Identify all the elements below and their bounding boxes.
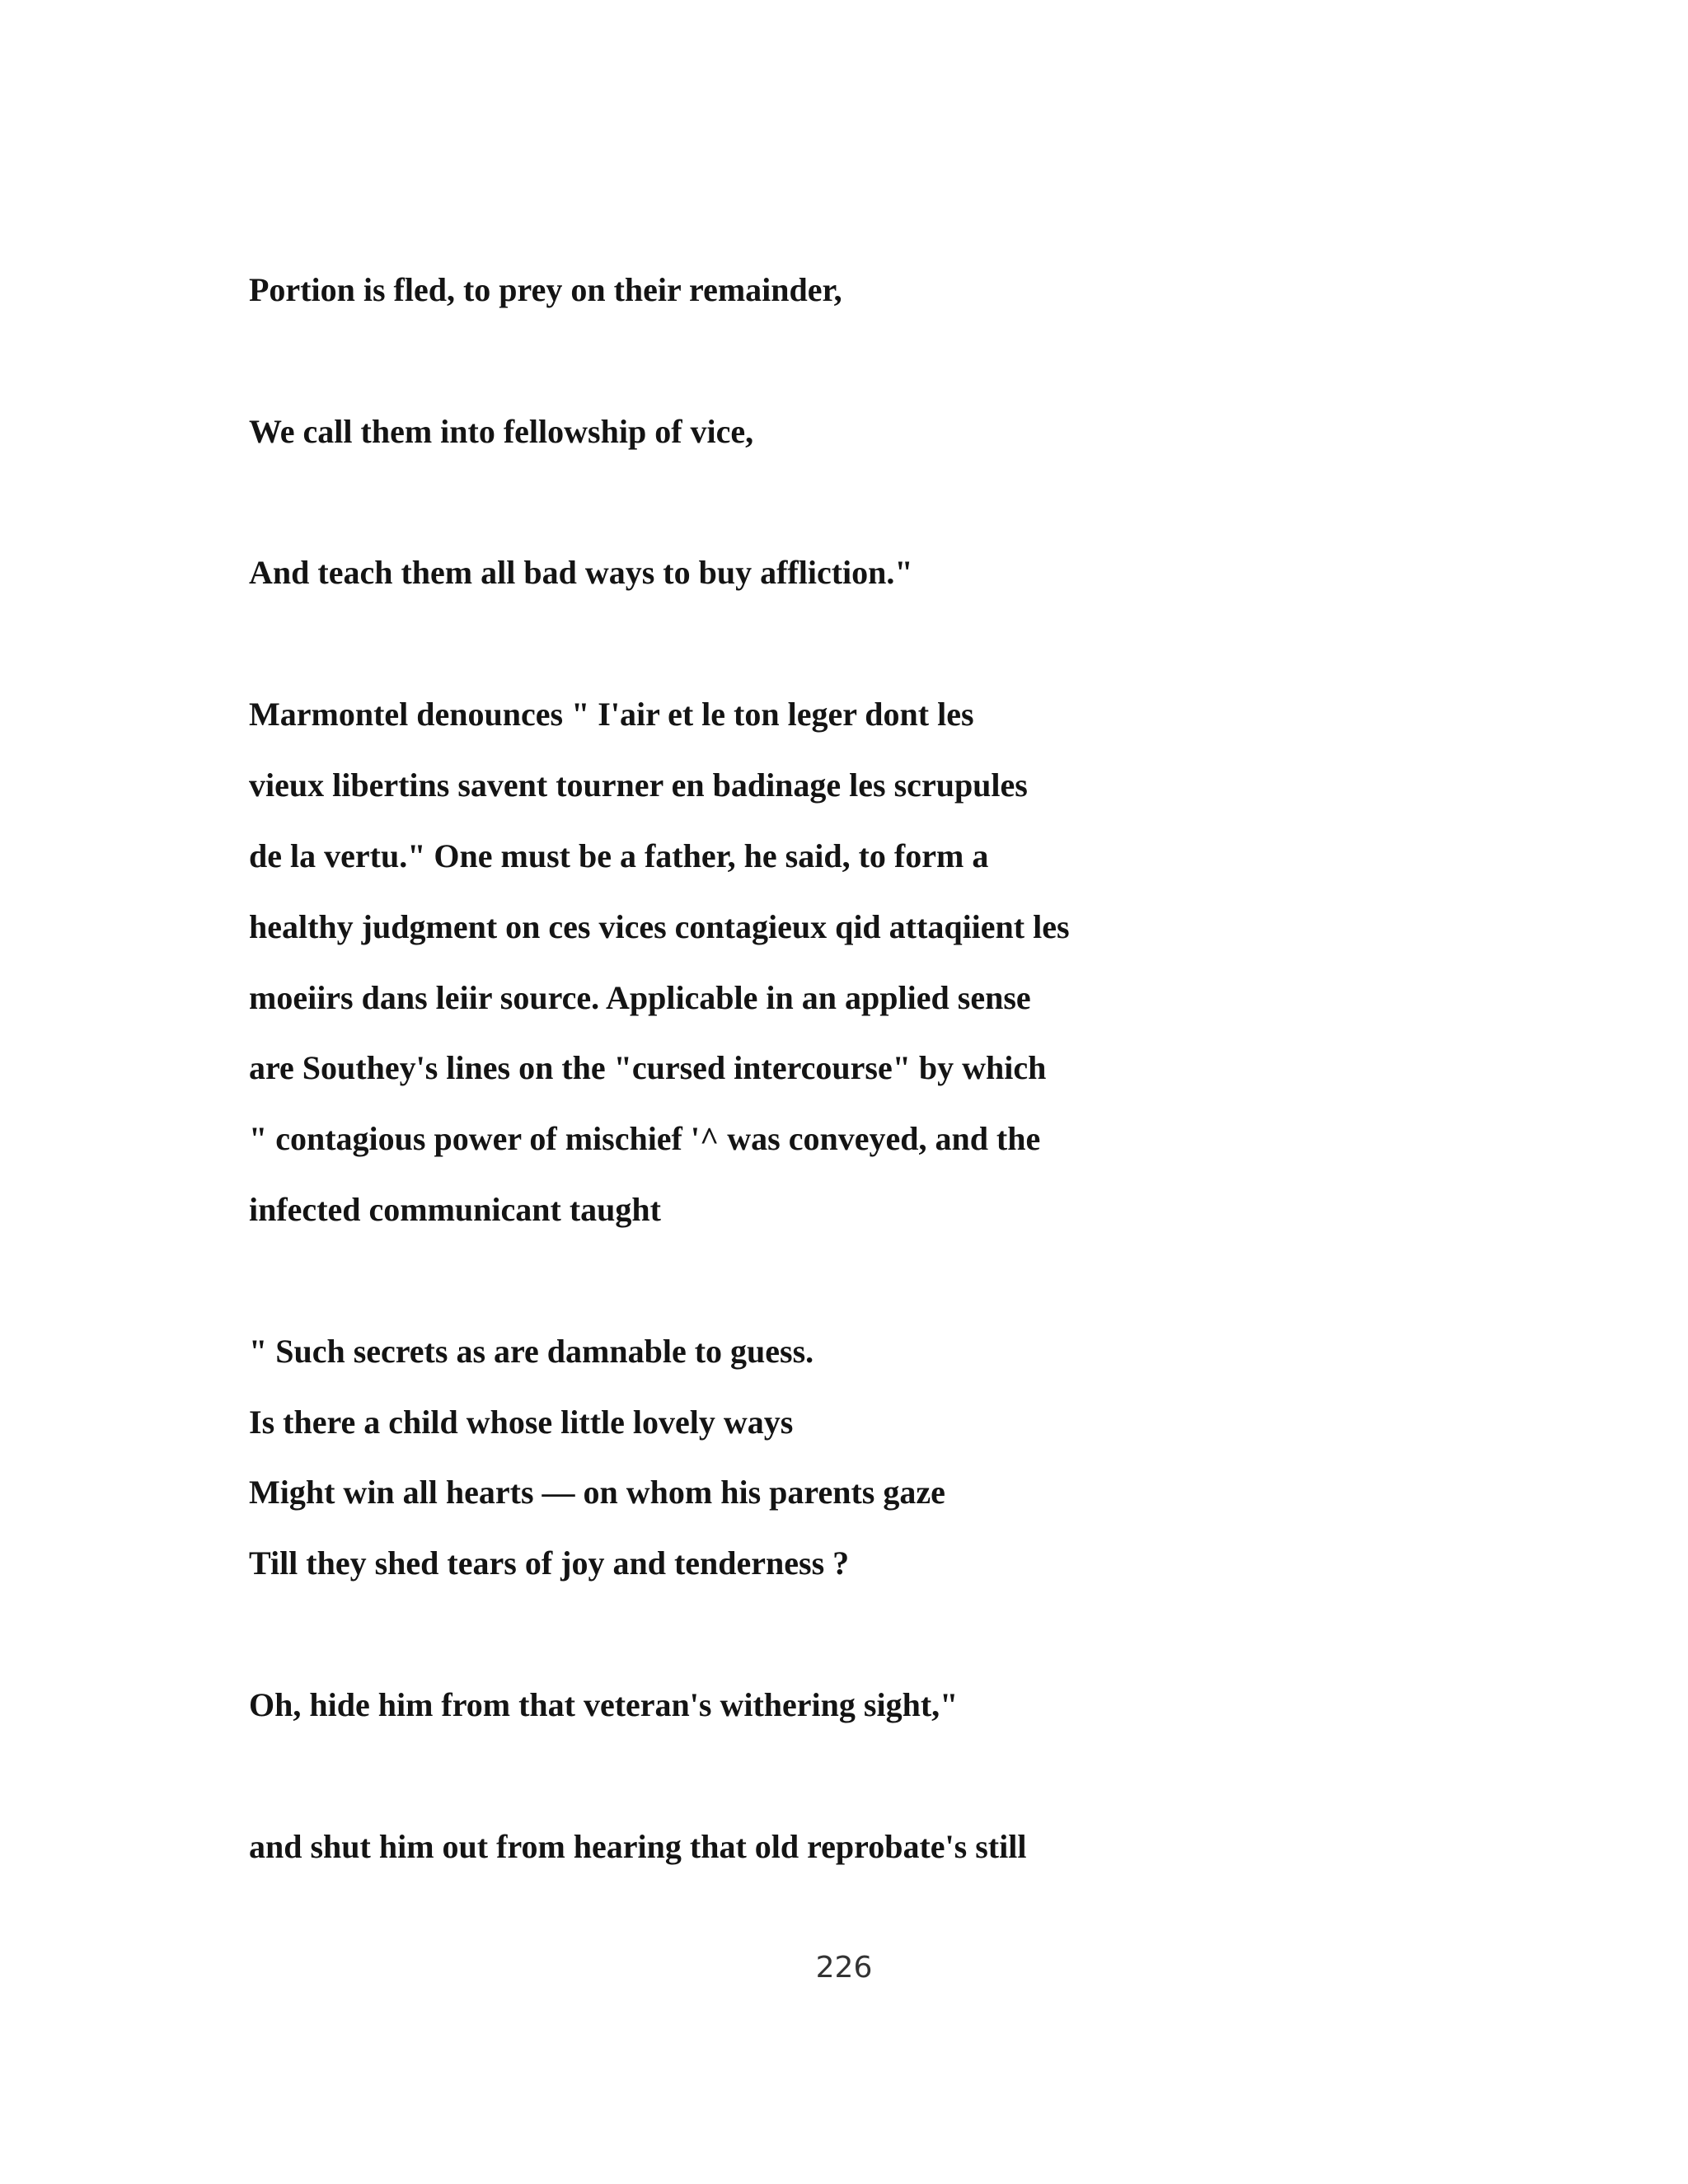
page-number: 226 (815, 1951, 873, 1985)
text-line: vieux libertins savent tourner en badinage les scrupules (249, 766, 1028, 804)
text-line: infected communicant taught (249, 1191, 661, 1228)
text-line: " Such secrets as are damnable to guess. (249, 1333, 814, 1370)
text-line: Marmontel denounces " I'air et le ton leger dont les (249, 696, 974, 733)
text-line: are Southey's lines on the "cursed intercourse" by which (249, 1049, 1047, 1086)
text-line: Portion is fled, to prey on their remainder, (249, 271, 842, 308)
text-line: We call them into fellowship of vice, (249, 413, 754, 450)
text-line: and shut him out from hearing that old reprobate's still (249, 1828, 1027, 1865)
text-line: Till they shed tears of joy and tenderness ? (249, 1544, 850, 1582)
text-line: Oh, hide him from that veteran's withering sight," (249, 1686, 959, 1723)
text-line: healthy judgment on ces vices contagieux qid attaqiient les (249, 908, 1070, 945)
text-line: And teach them all bad ways to buy affliction." (249, 554, 913, 591)
text-line: moeiirs dans leiir source. Applicable in an applied sense (249, 979, 1031, 1016)
text-line: de la vertu." One must be a father, he said, to form a (249, 837, 989, 874)
text-line: Is there a child whose little lovely ways (249, 1404, 794, 1441)
text-line: " contagious power of mischief '^ was conveyed, and the (249, 1120, 1041, 1157)
text-line: Might win all hearts — on whom his parents gaze (249, 1474, 945, 1511)
